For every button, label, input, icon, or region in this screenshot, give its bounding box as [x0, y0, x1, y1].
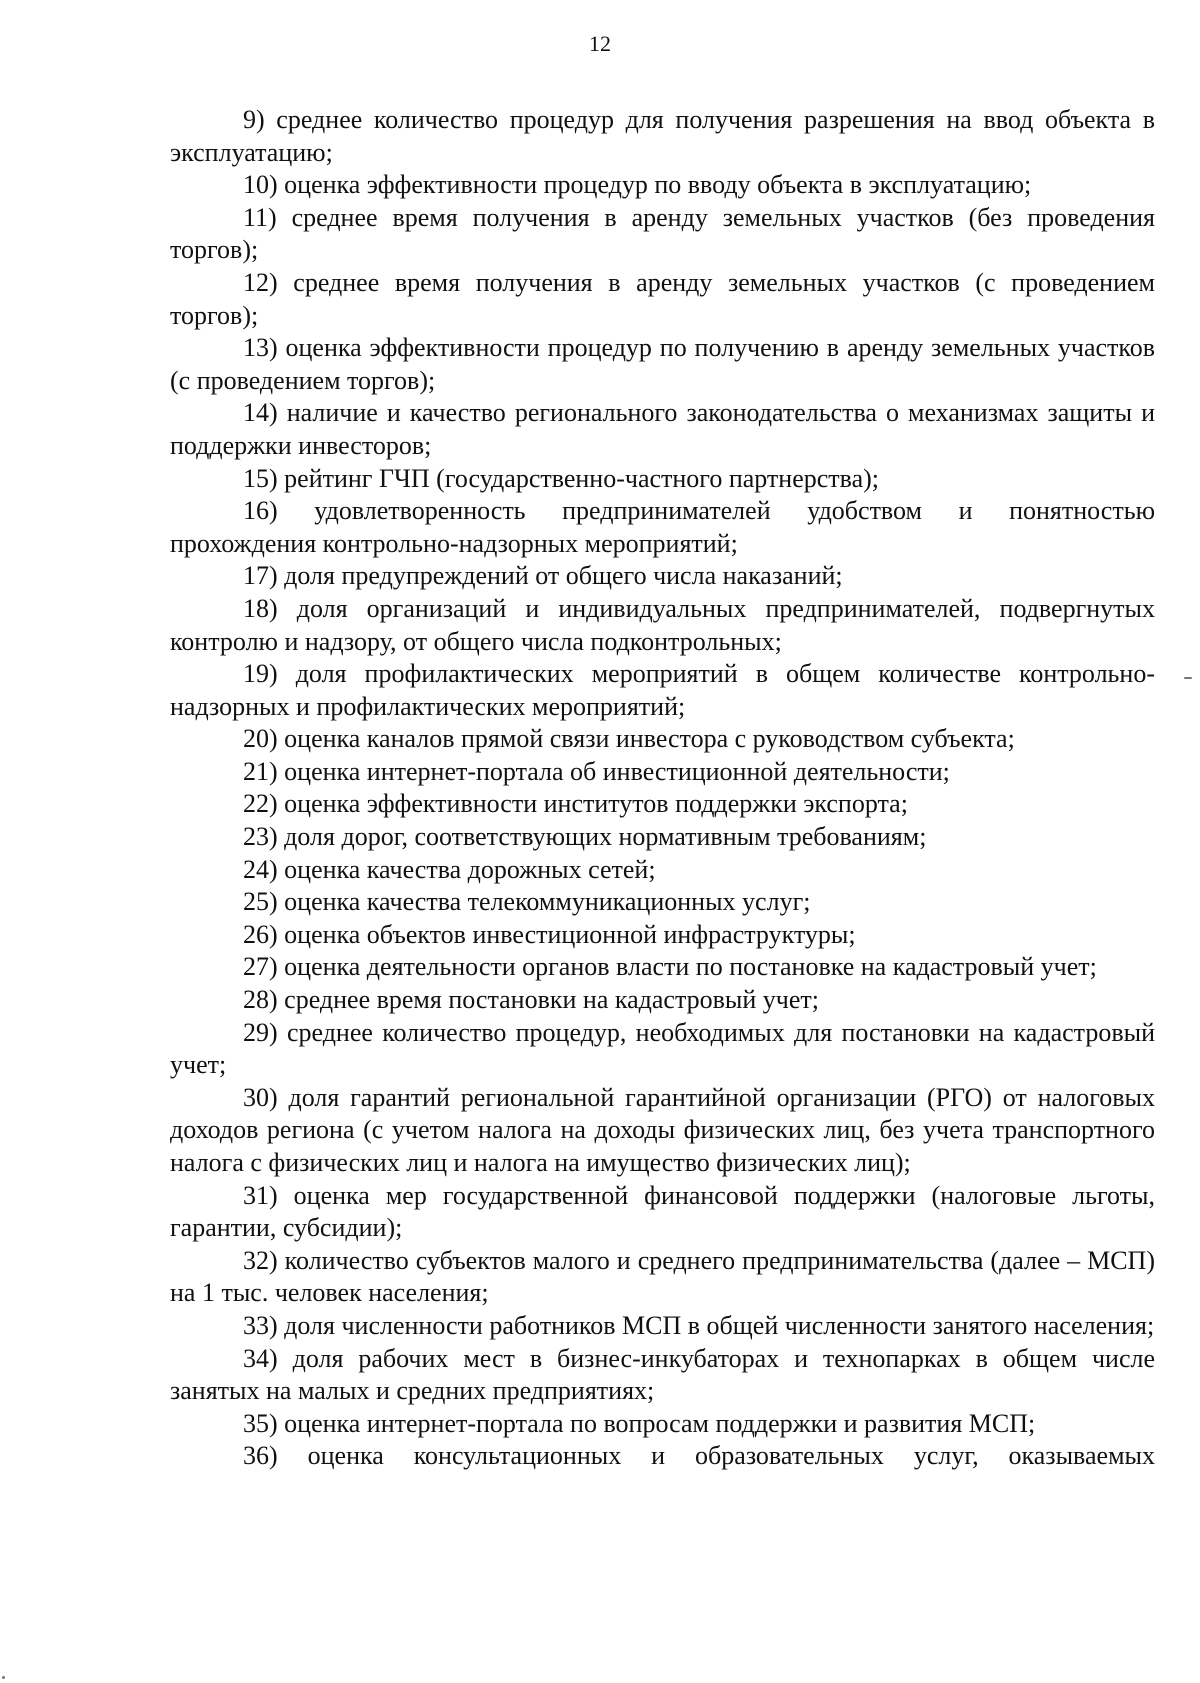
list-item: 9) среднее количество процедур для получения разрешения на ввод объекта в эксплуатацию; [170, 105, 1155, 167]
list-item: 30) доля гарантий региональной гарантийной организации (РГО) от налоговых доходов региона (с учетом налога на доходы физических лиц, без учета транспортного налога с физических лиц и налога на имущество физических лиц); [170, 1082, 1155, 1177]
list-item: 24) оценка качества дорожных сетей; [243, 854, 656, 884]
list-item: 25) оценка качества телекоммуникационных услуг; [243, 887, 811, 917]
list-item: 35) оценка интернет-портала по вопросам поддержки и развития МСП; [243, 1408, 1036, 1438]
list-item: 15) рейтинг ГЧП (государственно-частного партнерства); [243, 463, 880, 493]
list-item: 28) среднее время постановки на кадастровый учет; [243, 985, 819, 1015]
list-item: 11) среднее время получения в аренду земельных участков (без проведения торгов); [170, 202, 1155, 265]
list-item: 14) наличие и качество регионального законодательства о механизмах защиты и поддержки инвесторов; [170, 398, 1155, 460]
list-item: 16) удовлетворенность предпринимателей удобством и понятностью прохождения контрольно-надзорных мероприятий; [170, 496, 1155, 558]
list-item: 17) доля предупреждений от общего числа наказаний; [243, 561, 843, 591]
list-item: 29) среднее количество процедур, необходимых для постановки на кадастровый учет; [170, 1017, 1155, 1080]
list-item: 27) оценка деятельности органов власти по постановке на кадастровый учет; [243, 952, 1097, 982]
list-item: 23) доля дорог, соответствующих нормативным требованиям; [243, 822, 927, 852]
list-item: 31) оценка мер государственной финансовой поддержки (налоговые льготы, гарантии, субсидии); [170, 1180, 1155, 1243]
document-body [170, 104, 1155, 1473]
list-item: 18) доля организаций и индивидуальных предпринимателей, подвергнутых контролю и надзору, от общего числа подконтрольных; [170, 593, 1155, 656]
list-item: 19) доля профилактических мероприятий в общем количестве контрольно-надзорных и профилактических мероприятий; [170, 659, 1155, 721]
list-item: 10) оценка эффективности процедур по вводу объекта в эксплуатацию; [243, 170, 1032, 200]
list-item: 21) оценка интернет-портала об инвестиционной деятельности; [243, 756, 950, 786]
list-item: 33) доля численности работников МСП в общей численности занятого населения; [243, 1310, 1155, 1340]
page-number: 12 [589, 31, 611, 56]
list-item: 26) оценка объектов инвестиционной инфраструктуры; [243, 919, 856, 949]
list-item: 20) оценка каналов прямой связи инвестора с руководством субъекта; [243, 724, 1015, 754]
list-item: 12) среднее время получения в аренду земельных участков (с проведением торгов); [170, 267, 1155, 330]
list-item: 13) оценка эффективности процедур по получению в аренду земельных участков (с проведением торгов); [170, 333, 1155, 395]
scan-speck [1184, 677, 1192, 679]
list-item: 32) количество субъектов малого и среднего предпринимательства (далее – МСП) на 1 тыс. человек населения; [170, 1245, 1155, 1308]
list-item: 36) оценка консультационных и образовательных услуг, оказываемых [243, 1441, 1155, 1471]
list-item: 22) оценка эффективности институтов поддержки экспорта; [243, 789, 908, 819]
list-item: 34) доля рабочих мест в бизнес-инкубаторах и технопарках в общем числе занятых на малых и средних предприятиях; [170, 1343, 1155, 1406]
scan-speck [2, 1676, 5, 1679]
